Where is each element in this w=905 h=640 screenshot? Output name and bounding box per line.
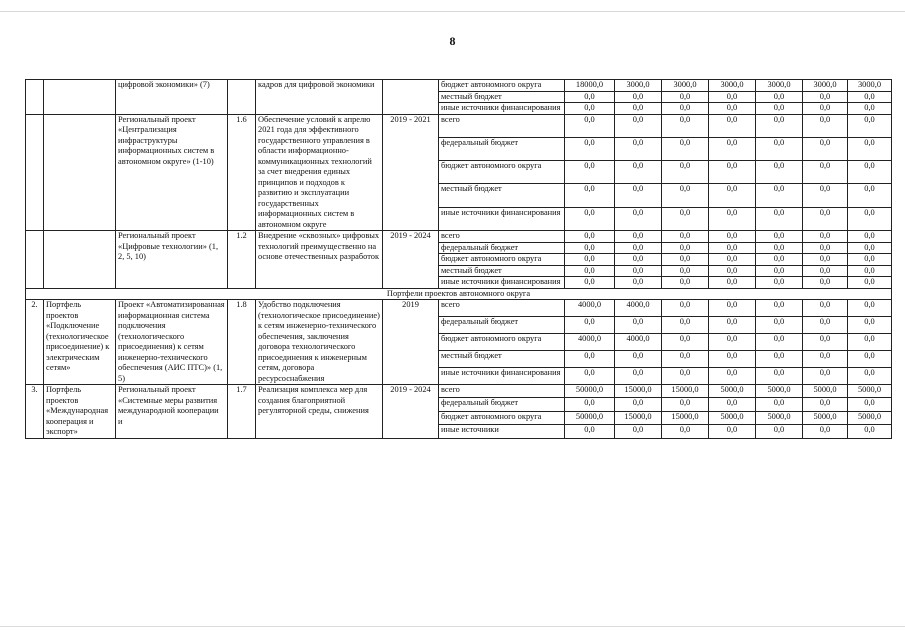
amount-cell: 15000,0 [662,385,709,398]
row-number: 2. [26,300,44,385]
years-cell: 2019 - 2024 [383,231,439,289]
amount-cell: 0,0 [662,103,709,115]
amount-cell: 0,0 [803,265,848,277]
amount-cell: 0,0 [803,231,848,243]
source-cell: федеральный бюджет [439,242,565,254]
amount-cell: 0,0 [709,368,756,385]
code-cell: 1.2 [228,231,256,289]
amount-cell: 3000,0 [803,80,848,92]
amount-cell: 0,0 [803,207,848,230]
years-cell: 2019 [383,300,439,385]
budget-table [25,79,892,439]
amount-cell: 5000,0 [848,411,892,424]
amount-cell: 0,0 [662,425,709,438]
source-cell: бюджет автономного округа [439,334,565,351]
amount-cell: 0,0 [615,114,662,137]
amount-cell: 0,0 [709,231,756,243]
amount-cell: 0,0 [662,334,709,351]
amount-cell: 0,0 [848,300,892,317]
amount-cell: 5000,0 [756,411,803,424]
amount-cell: 0,0 [709,242,756,254]
amount-cell: 15000,0 [615,411,662,424]
amount-cell: 0,0 [615,351,662,368]
amount-cell: 0,0 [803,300,848,317]
amount-cell: 0,0 [803,103,848,115]
amount-cell: 0,0 [615,207,662,230]
years-cell: 2019 - 2024 [383,385,439,439]
amount-cell: 0,0 [565,425,615,438]
source-cell: всего [439,114,565,137]
amount-cell: 0,0 [662,277,709,289]
amount-cell: 4000,0 [615,300,662,317]
amount-cell: 0,0 [756,425,803,438]
amount-cell: 0,0 [848,242,892,254]
amount-cell: 0,0 [565,161,615,184]
amount-cell: 0,0 [803,368,848,385]
amount-cell: 0,0 [565,114,615,137]
amount-cell: 0,0 [756,398,803,411]
amount-cell: 0,0 [662,242,709,254]
result-cell: Реализация комплекса мер для создания благоприятной регуляторной среды, снижения [256,385,383,439]
amount-cell: 0,0 [848,254,892,266]
amount-cell: 0,0 [662,351,709,368]
amount-cell: 4000,0 [565,300,615,317]
amount-cell: 0,0 [615,91,662,103]
amount-cell: 0,0 [756,103,803,115]
row-number [26,114,44,231]
table-row [26,385,892,398]
amount-cell: 0,0 [848,368,892,385]
amount-cell: 4000,0 [565,334,615,351]
amount-cell: 0,0 [662,300,709,317]
amount-cell: 0,0 [756,184,803,207]
amount-cell: 0,0 [756,161,803,184]
amount-cell: 0,0 [615,137,662,160]
amount-cell: 0,0 [803,334,848,351]
amount-cell: 0,0 [803,161,848,184]
amount-cell: 0,0 [615,161,662,184]
row-number [26,231,44,289]
amount-cell: 0,0 [565,277,615,289]
amount-cell: 0,0 [848,207,892,230]
years-cell [383,80,439,115]
amount-cell: 3000,0 [756,80,803,92]
code-cell [228,80,256,115]
amount-cell: 0,0 [709,184,756,207]
amount-cell: 50000,0 [565,411,615,424]
amount-cell: 0,0 [709,254,756,266]
amount-cell: 0,0 [709,91,756,103]
amount-cell: 0,0 [565,231,615,243]
amount-cell: 0,0 [848,351,892,368]
amount-cell: 0,0 [565,184,615,207]
amount-cell: 0,0 [756,242,803,254]
amount-cell: 0,0 [756,317,803,334]
amount-cell: 0,0 [615,265,662,277]
portfolio-cell [44,231,116,289]
amount-cell: 0,0 [848,398,892,411]
amount-cell: 0,0 [756,91,803,103]
result-cell: Обеспечение условий к апрелю 2021 года для эффективного государственного управления в области информационно-коммуникационных технологий за счет внедрения единых принципов и подходов к развитию и эксплуатации государственных информационных систем в автономном округе [256,114,383,231]
amount-cell: 0,0 [662,114,709,137]
amount-cell: 0,0 [803,277,848,289]
amount-cell: 15000,0 [615,385,662,398]
amount-cell: 0,0 [662,91,709,103]
amount-cell: 0,0 [565,207,615,230]
amount-cell: 5000,0 [803,411,848,424]
amount-cell: 0,0 [756,231,803,243]
amount-cell: 0,0 [615,184,662,207]
amount-cell: 0,0 [756,300,803,317]
amount-cell: 0,0 [565,265,615,277]
amount-cell: 0,0 [803,91,848,103]
source-cell: местный бюджет [439,351,565,368]
amount-cell: 0,0 [615,277,662,289]
amount-cell: 0,0 [848,317,892,334]
amount-cell: 0,0 [848,231,892,243]
amount-cell: 0,0 [709,161,756,184]
amount-cell: 4000,0 [615,334,662,351]
amount-cell: 0,0 [615,254,662,266]
section-title: Портфели проектов автономного округа [26,288,892,300]
source-cell: иные источники финансирования [439,368,565,385]
project-cell: Региональный проект «Цифровые технологии» (1, 2, 5, 10) [116,231,228,289]
amount-cell: 0,0 [565,317,615,334]
amount-cell: 3000,0 [615,80,662,92]
source-cell: всего [439,300,565,317]
top-rule [0,11,905,12]
amount-cell: 50000,0 [565,385,615,398]
table-row [26,80,892,92]
source-cell: всего [439,385,565,398]
amount-cell: 0,0 [848,277,892,289]
source-cell: местный бюджет [439,91,565,103]
amount-cell: 0,0 [709,351,756,368]
project-cell: цифровой экономики» (7) [116,80,228,115]
table-row [26,114,892,137]
amount-cell: 0,0 [756,368,803,385]
amount-cell: 0,0 [565,91,615,103]
amount-cell: 0,0 [615,242,662,254]
amount-cell: 0,0 [662,254,709,266]
amount-cell: 18000,0 [565,80,615,92]
amount-cell: 0,0 [756,334,803,351]
amount-cell: 0,0 [756,277,803,289]
source-cell: иные источники финансирования [439,103,565,115]
years-cell: 2019 - 2021 [383,114,439,231]
amount-cell: 0,0 [848,334,892,351]
amount-cell: 0,0 [756,207,803,230]
amount-cell: 3000,0 [709,80,756,92]
amount-cell: 0,0 [662,184,709,207]
amount-cell: 0,0 [848,425,892,438]
amount-cell: 0,0 [662,265,709,277]
source-cell: иные источники финансирования [439,207,565,230]
source-cell: бюджет автономного округа [439,254,565,266]
project-cell: Региональный проект «Централизация инфраструктуры информационных систем в автономном округе» (1-10) [116,114,228,231]
source-cell: бюджет автономного округа [439,161,565,184]
table-row [26,300,892,317]
table-row [26,231,892,243]
source-cell: местный бюджет [439,265,565,277]
source-cell: иные источники финансирования [439,277,565,289]
amount-cell: 0,0 [709,398,756,411]
amount-cell: 0,0 [662,398,709,411]
source-cell: федеральный бюджет [439,137,565,160]
amount-cell: 0,0 [615,231,662,243]
amount-cell: 3000,0 [662,80,709,92]
amount-cell: 0,0 [615,368,662,385]
amount-cell: 3000,0 [848,80,892,92]
amount-cell: 0,0 [615,425,662,438]
amount-cell: 0,0 [848,184,892,207]
amount-cell: 0,0 [565,254,615,266]
amount-cell: 0,0 [709,425,756,438]
amount-cell: 0,0 [709,103,756,115]
amount-cell: 0,0 [803,351,848,368]
amount-cell: 0,0 [662,207,709,230]
amount-cell: 0,0 [662,137,709,160]
amount-cell: 0,0 [803,425,848,438]
budget-table-body [26,80,892,439]
amount-cell: 0,0 [565,398,615,411]
source-cell: бюджет автономного округа [439,411,565,424]
amount-cell: 0,0 [565,242,615,254]
amount-cell: 15000,0 [662,411,709,424]
amount-cell: 0,0 [848,161,892,184]
amount-cell: 0,0 [756,351,803,368]
amount-cell: 5000,0 [756,385,803,398]
portfolio-cell [44,80,116,115]
page-number: 8 [449,34,456,48]
result-cell: Внедрение «сквозных» цифровых технологий преимущественно на основе отечественных разработок [256,231,383,289]
amount-cell: 0,0 [803,184,848,207]
source-cell: всего [439,231,565,243]
amount-cell: 5000,0 [803,385,848,398]
portfolio-cell: Портфель проектов «Подключение (технологическое присоединение) к электрическим сетям» [44,300,116,385]
amount-cell: 0,0 [709,265,756,277]
amount-cell: 0,0 [709,334,756,351]
portfolio-cell [44,114,116,231]
amount-cell: 0,0 [662,368,709,385]
amount-cell: 0,0 [756,265,803,277]
code-cell: 1.7 [228,385,256,439]
amount-cell: 0,0 [848,103,892,115]
amount-cell: 0,0 [565,351,615,368]
amount-cell: 0,0 [662,231,709,243]
amount-cell: 0,0 [615,398,662,411]
amount-cell: 0,0 [615,317,662,334]
amount-cell: 5000,0 [709,411,756,424]
source-cell: местный бюджет [439,184,565,207]
amount-cell: 0,0 [848,137,892,160]
result-cell: кадров для цифровой экономики [256,80,383,115]
row-number: 3. [26,385,44,439]
source-cell: иные источники [439,425,565,438]
amount-cell: 0,0 [709,207,756,230]
amount-cell: 0,0 [565,103,615,115]
amount-cell: 0,0 [848,91,892,103]
amount-cell: 0,0 [662,161,709,184]
amount-cell: 0,0 [565,137,615,160]
amount-cell: 0,0 [756,137,803,160]
project-cell: Региональный проект «Системные меры развития международной кооперации и [116,385,228,439]
amount-cell: 0,0 [662,317,709,334]
bottom-rule [0,626,905,627]
amount-cell: 0,0 [848,114,892,137]
amount-cell: 0,0 [803,242,848,254]
amount-cell: 0,0 [709,317,756,334]
amount-cell: 5000,0 [709,385,756,398]
section-row [26,288,892,300]
source-cell: федеральный бюджет [439,398,565,411]
code-cell: 1.8 [228,300,256,385]
amount-cell: 0,0 [709,277,756,289]
amount-cell: 0,0 [615,103,662,115]
row-number [26,80,44,115]
project-cell: Проект «Автоматизированная информационная система подключения (технологического присоединения) к сетям инженерно-технического обеспечения (АИС ПТС)» (1, 5) [116,300,228,385]
amount-cell: 0,0 [803,317,848,334]
source-cell: федеральный бюджет [439,317,565,334]
amount-cell: 0,0 [709,300,756,317]
amount-cell: 0,0 [709,137,756,160]
result-cell: Удобство подключения (технологическое присоединение) к сетям инженерно-технического обеспечения, заключения договора технологического присоединения к инженерным сетям, договора ресурсоснабжения [256,300,383,385]
amount-cell: 0,0 [709,114,756,137]
amount-cell: 5000,0 [848,385,892,398]
amount-cell: 0,0 [803,137,848,160]
portfolio-cell: Портфель проектов «Международная кооперация и экспорт» [44,385,116,439]
amount-cell: 0,0 [565,368,615,385]
amount-cell: 0,0 [756,114,803,137]
amount-cell: 0,0 [756,254,803,266]
amount-cell: 0,0 [803,114,848,137]
amount-cell: 0,0 [803,254,848,266]
source-cell: бюджет автономного округа [439,80,565,92]
amount-cell: 0,0 [848,265,892,277]
code-cell: 1.6 [228,114,256,231]
amount-cell: 0,0 [803,398,848,411]
